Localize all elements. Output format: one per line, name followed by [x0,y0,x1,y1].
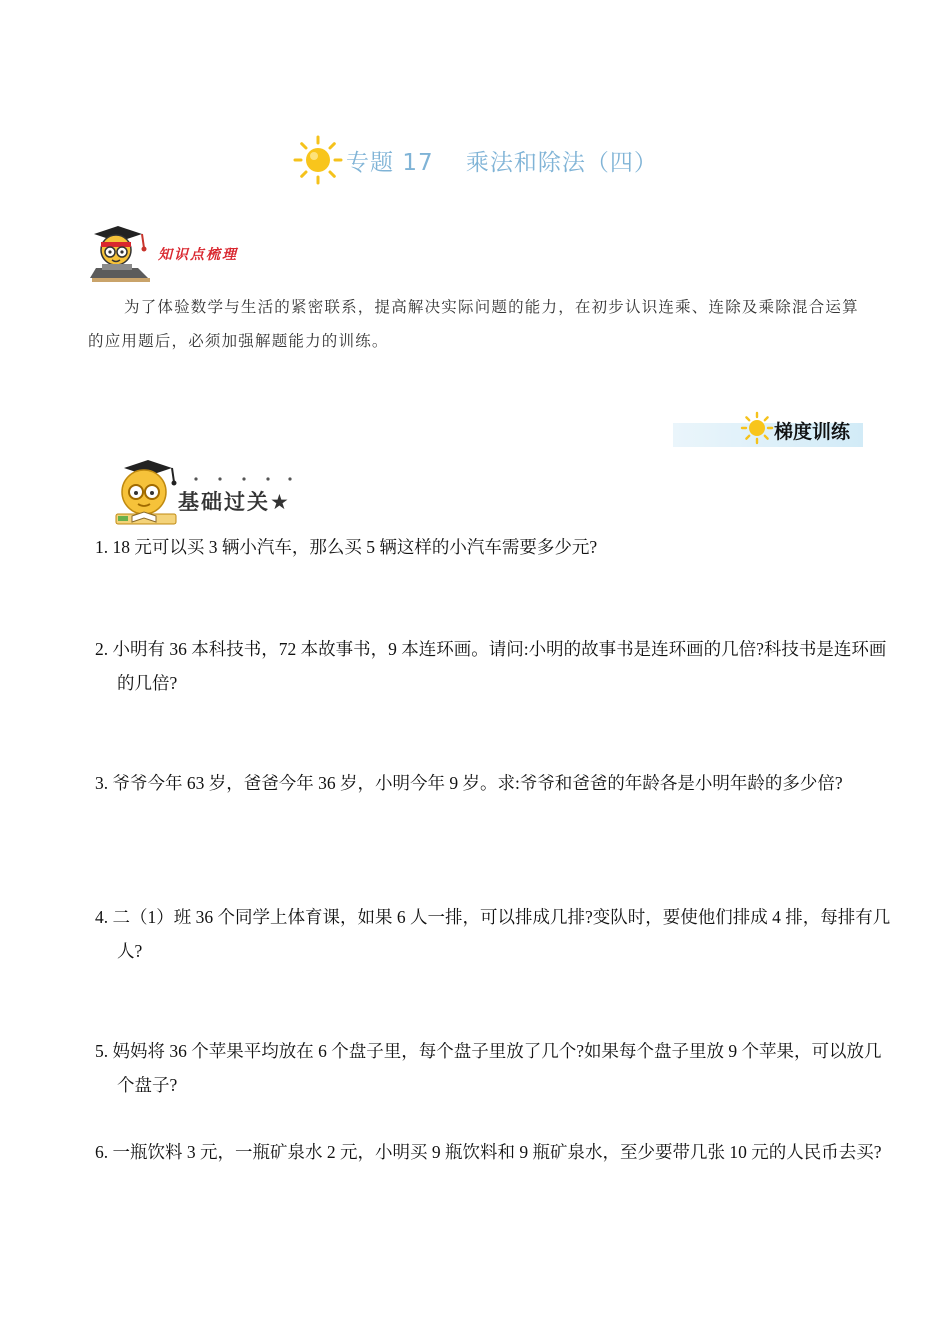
question-5: 5. 妈妈将 36 个苹果平均放在 6 个盘子里，每个盘子里放了几个?如果每个盘子里放 9 个苹果，可以放几个盘子? [95,1041,882,1095]
page-title: 专题 17 乘法和除法（四） [346,149,658,176]
mascot-laptop-icon [88,220,158,284]
question-3: 3. 爷爷今年 63 岁，爸爸今年 36 岁，小明今年 9 岁。求:爷爷和爸爸的年龄各是小明年龄的多少倍? [95,773,843,793]
knowledge-intro-text: 为了体验数学与生活的紧密联系，提高解决实际问题的能力，在初步认识连乘、连除及乘除混合运算的应用题后，必须加强解题能力的训练。 [88,298,859,350]
sun-icon [292,134,344,186]
decorative-dots [186,474,306,484]
question-2: 2. 小明有 36 本科技书，72 本故事书，9 本连环画。请问:小明的故事书是连环画的几倍?科技书是连环画的几倍? [95,639,887,693]
question-6: 6. 一瓶饮料 3 元，一瓶矿泉水 2 元，小明买 9 瓶饮料和 9 瓶矿泉水，至少要带几张 10 元的人民币去买? [95,1142,882,1162]
basic-section-label: 基础过关★ [178,490,291,514]
question-1: 1. 18 元可以买 3 辆小汽车，那么买 5 辆这样的小汽车需要多少元? [95,537,598,557]
sun-icon [740,411,774,445]
mascot-reading-icon [110,458,182,528]
page-title-row [0,130,950,190]
training-section-label: 梯度训练 [774,421,851,443]
question-4: 4. 二（1）班 36 个同学上体育课，如果 6 人一排，可以排成几排?变队时，要使他们排成 4 排，每排有几人? [95,907,891,961]
knowledge-section-label: 知识点梳理 [158,247,238,263]
